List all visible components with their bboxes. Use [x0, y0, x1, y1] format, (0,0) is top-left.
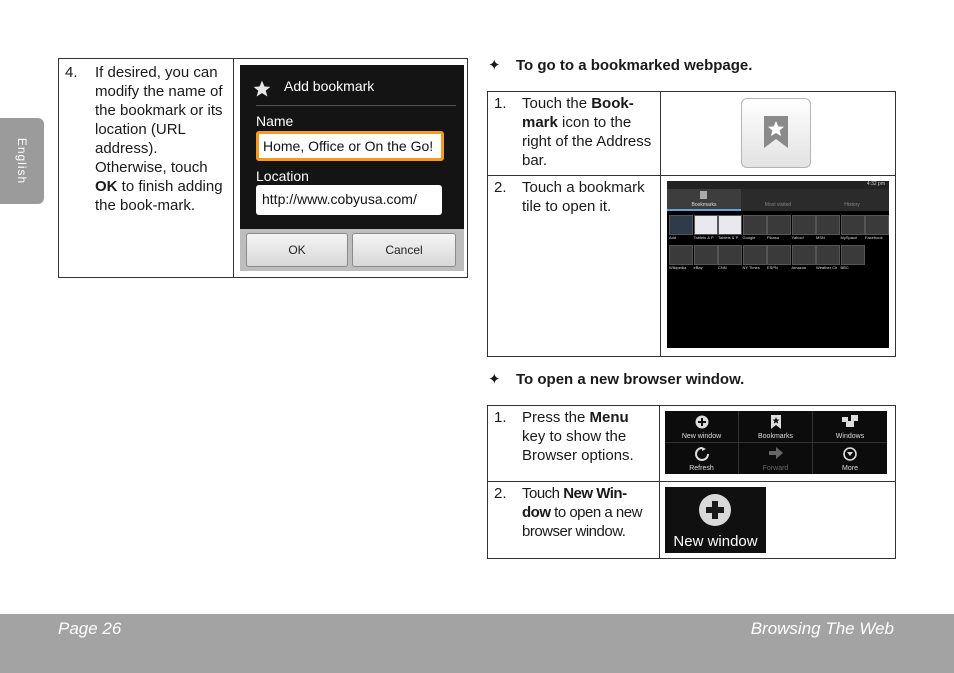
bookmark-tile[interactable] [767, 245, 791, 265]
location-label: Location [256, 168, 309, 184]
tab-most-visited[interactable]: Most visited [764, 202, 792, 208]
step-image-cell [234, 59, 468, 278]
language-tab-label: English [15, 137, 29, 185]
bookmark-tile-label: eBay [693, 265, 703, 270]
section-heading-bookmarked: ✦ To go to a bookmarked webpage. [488, 57, 753, 74]
step-text: Touch a bookmark tile to open it. [522, 179, 645, 215]
dialog-title: Add bookmark [284, 78, 375, 94]
step-number: 2. [494, 485, 507, 502]
step-text-cell [488, 406, 660, 482]
bookmark-tile-label: Tablets & P [718, 235, 739, 240]
bookmark-tile[interactable] [743, 215, 767, 235]
browser-menu [665, 411, 887, 474]
refresh-icon [695, 447, 709, 461]
bookmark-icon [771, 415, 781, 429]
tab-history[interactable]: History [844, 202, 860, 208]
page-footer [0, 614, 954, 673]
step-text: Touch the Book-mark icon to the right of the Address bar. [522, 95, 652, 169]
step-text-cell [488, 92, 661, 176]
bookmark-tabs [667, 189, 889, 211]
plus-circle-icon [695, 415, 709, 429]
bookmark-tile[interactable] [841, 215, 865, 235]
step-number: 2. [494, 179, 507, 196]
bookmark-tile[interactable] [865, 215, 889, 235]
menu-item-windows[interactable]: Windows [813, 411, 887, 443]
step-table-bookmarked [487, 91, 896, 357]
step-text: Touch New Win-dow to open a new browser window. [522, 485, 642, 540]
tab-bookmarks[interactable]: Bookmarks [667, 189, 741, 211]
step-text-cell [488, 482, 660, 559]
bookmark-tile-label: ESPN [767, 265, 778, 270]
step-table-add-bookmark [58, 58, 468, 278]
plus-circle-icon [698, 493, 732, 527]
more-chevron-icon [843, 447, 857, 461]
dialog-button-bar [240, 229, 464, 271]
step-text-cell [488, 176, 661, 357]
bookmark-tile[interactable] [841, 245, 865, 265]
bookmark-tile[interactable] [718, 245, 742, 265]
step-number: 1. [494, 409, 507, 426]
bookmark-tile-label: NY Times [742, 265, 760, 270]
diamond-star-icon: ✦ [488, 371, 501, 388]
bookmark-tile[interactable] [792, 245, 816, 265]
page-number: Page 26 [58, 619, 122, 638]
step-image-cell [660, 406, 896, 482]
bookmark-tile[interactable] [669, 245, 693, 265]
language-tab [0, 118, 44, 204]
bookmarks-screen [667, 181, 889, 348]
diamond-star-icon: ✦ [488, 57, 501, 74]
forward-arrow-icon [769, 447, 783, 459]
bookmark-tile-label: Facebook [865, 235, 883, 240]
new-window-button[interactable] [665, 487, 766, 553]
bookmark-tile-label: Wikipedia [669, 265, 687, 270]
divider [256, 105, 456, 106]
bookmark-tile[interactable] [718, 215, 742, 235]
add-bookmark-dialog [240, 65, 464, 271]
step-number: 4. [65, 64, 78, 81]
ok-button[interactable]: OK [246, 233, 348, 267]
step-image-cell [660, 482, 896, 559]
bookmark-tile[interactable] [694, 245, 718, 265]
bookmark-tile[interactable] [767, 215, 791, 235]
status-time: 4:32 pm [866, 181, 885, 187]
bookmark-tab-icon [700, 191, 707, 199]
bookmark-tile-label: Amazon [791, 265, 807, 270]
bookmark-tile-label: Add [669, 235, 677, 240]
bookmark-tile[interactable] [792, 215, 816, 235]
menu-item-more[interactable]: More [813, 443, 887, 474]
bookmark-button[interactable] [741, 98, 811, 168]
bookmark-tile-label: Weather Ch [816, 265, 838, 270]
bookmark-tile[interactable] [816, 245, 840, 265]
bookmark-tile[interactable] [743, 245, 767, 265]
menu-item-new-window[interactable]: New window [665, 411, 739, 443]
windows-icon [842, 415, 858, 427]
section-title: Browsing The Web [750, 619, 894, 638]
step-image-cell [661, 176, 896, 357]
step-text: If desired, you can modify the name of the bookmark or its location (URL address). Otherwise, touch OK to finish adding the book-mark. [95, 64, 223, 214]
cancel-button[interactable]: Cancel [352, 233, 456, 267]
bookmark-tile[interactable] [816, 215, 840, 235]
menu-item-bookmarks[interactable]: Bookmarks [739, 411, 813, 443]
menu-item-forward[interactable]: Forward [739, 443, 813, 474]
step-image-cell [661, 92, 896, 176]
bookmark-tile-label: Google [742, 235, 756, 240]
star-icon [252, 79, 272, 99]
bookmark-tile-label: MySpace [840, 235, 858, 240]
bookmark-tile-label: Yahoo! [791, 235, 804, 240]
menu-item-refresh[interactable]: Refresh [665, 443, 739, 474]
bookmark-tile-label: Picasa [767, 235, 780, 240]
bookmark-icon [763, 115, 789, 149]
section-heading-new-window: ✦ To open a new browser window. [488, 371, 745, 388]
new-window-label: New window [673, 533, 758, 550]
step-text-cell [59, 59, 234, 278]
name-field[interactable]: Home, Office or On the Go! [256, 131, 444, 161]
bookmark-tile-label: Tablets & P [693, 235, 714, 240]
status-bar [667, 181, 889, 189]
bookmark-tile[interactable] [694, 215, 718, 235]
bookmark-tile-label: MSN [816, 235, 825, 240]
step-text: Press the Menu key to show the Browser options. [522, 409, 634, 464]
location-field[interactable]: http://www.cobyusa.com/ [256, 185, 442, 215]
step-number: 1. [494, 95, 507, 112]
step-table-new-window [487, 405, 896, 559]
bookmark-tile[interactable] [669, 215, 693, 235]
name-label: Name [256, 113, 294, 129]
bookmark-tile-label: CNN [718, 265, 727, 270]
bookmark-tile-label: BBC [840, 265, 849, 270]
